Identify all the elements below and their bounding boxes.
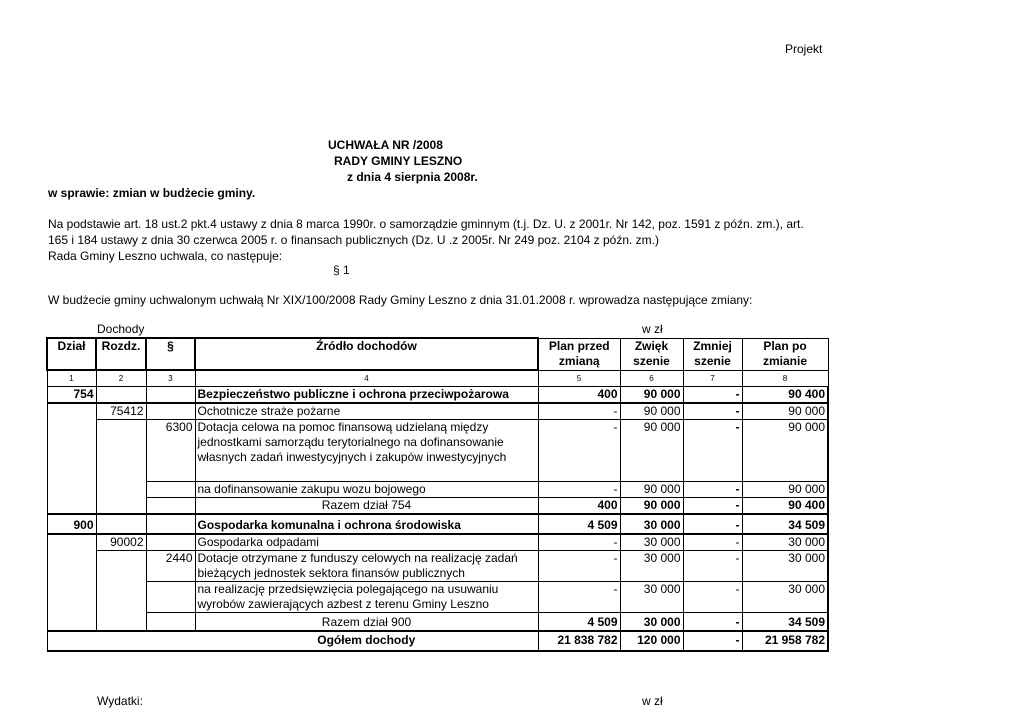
section-name: Gospodarka komunalna i ochrona środowiska — [195, 514, 538, 534]
rozdz-cell: 90002 — [96, 534, 146, 551]
plan-before: 400 — [538, 387, 620, 404]
col-number: 5 — [538, 370, 620, 387]
paragraph-name — [195, 551, 538, 582]
detail-name-line: na realizację przedsięwzięcia polegającego na usuwaniu — [197, 582, 499, 596]
decrease: - — [683, 582, 742, 613]
paragraph-row-2440 — [47, 551, 828, 582]
paragraph-name-line: jednostkami samorządu terytorialnego na dofinansowanie — [197, 435, 504, 449]
intro-text: W budżecie gminy uchwalonym uchwałą Nr XIX/100/2008 Rady Gminy Leszno z dnia 31.01.2008 r. wprowadza następujące zmiany: — [48, 293, 753, 307]
paragraph-row-6300 — [47, 420, 828, 482]
plan-after: 90 000 — [742, 403, 828, 420]
plan-before: 21 838 782 — [538, 631, 620, 651]
income-unit: w zł — [642, 322, 663, 336]
plan-after: 21 958 782 — [742, 631, 828, 651]
plan-after: 30 000 — [742, 551, 828, 582]
decrease: - — [683, 403, 742, 420]
section-name: Bezpieczeństwo publiczne i ochrona przeciwpożarowa — [195, 387, 538, 404]
section-sign: § 1 — [333, 263, 350, 277]
plan-after: 34 509 — [742, 514, 828, 534]
plan-after: 90 400 — [742, 387, 828, 404]
increase: 90 000 — [620, 482, 683, 498]
detail-name — [195, 582, 538, 613]
decrease: - — [683, 482, 742, 498]
council-name: RADY GMINY LESZNO — [334, 154, 463, 168]
plan-after: 90 000 — [742, 482, 828, 498]
plan-after: 30 000 — [742, 582, 828, 613]
decrease: - — [683, 613, 742, 631]
grand-total-label: Ogółem dochody — [195, 631, 538, 651]
section-row-900 — [47, 514, 828, 534]
increase: 90 000 — [620, 498, 683, 515]
col-rozdz: Rozdz. — [96, 338, 146, 370]
plan-before: 400 — [538, 498, 620, 515]
decrease: - — [683, 551, 742, 582]
plan-before: - — [538, 582, 620, 613]
paragraph-name — [195, 420, 538, 482]
plan-before: - — [538, 551, 620, 582]
col-decrease: Zmniej szenie — [683, 338, 742, 370]
table-header-row — [47, 338, 828, 370]
plan-after: 90 400 — [742, 498, 828, 515]
grand-total-row — [47, 631, 828, 651]
income-table — [46, 337, 829, 652]
col-number: 6 — [620, 370, 683, 387]
total-label: Razem dział 900 — [195, 613, 538, 631]
plan-after: 90 000 — [742, 420, 828, 482]
increase: 120 000 — [620, 631, 683, 651]
col-number: 3 — [146, 370, 195, 387]
plan-before: 4 509 — [538, 514, 620, 534]
resolution-number: UCHWAŁA NR /2008 — [328, 138, 443, 152]
paragraph-name-line: bieżących jednostek sektora finansów publicznych — [197, 566, 465, 580]
plan-before: - — [538, 420, 620, 482]
increase: 30 000 — [620, 551, 683, 582]
legal-basis-line-2: 165 i 184 ustawy z dnia 30 czerwca 2005 r. o finansach publicznych (Dz. U .z 2005r. Nr 249 poz. 2104 z późn. zm.) — [48, 233, 659, 247]
paragraph-cell: 2440 — [146, 551, 195, 582]
resolution-subject: w sprawie: zmian w budżecie gminy. — [48, 186, 256, 200]
paragraph-name-line: Dotacja celowa na pomoc finansową udzielaną między — [197, 420, 489, 434]
decrease: - — [683, 387, 742, 404]
increase: 30 000 — [620, 582, 683, 613]
detail-row-6300 — [47, 482, 828, 498]
col-number: 4 — [195, 370, 538, 387]
increase: 30 000 — [620, 613, 683, 631]
rozdzial-name: Gospodarka odpadami — [195, 534, 538, 551]
dzial-cell: 754 — [47, 387, 96, 404]
rozdzial-name: Ochotnicze straże pożarne — [195, 403, 538, 420]
rozdz-cell: 75412 — [96, 403, 146, 420]
decrease: - — [683, 498, 742, 515]
col-plan-before: Plan przed zmianą — [538, 338, 620, 370]
paragraph-name-line: Dotacje otrzymane z funduszy celowych na realizację zadań — [197, 551, 518, 565]
income-label: Dochody — [97, 322, 145, 336]
plan-before: 4 509 — [538, 613, 620, 631]
detail-row-2440 — [47, 582, 828, 613]
col-number: 2 — [96, 370, 146, 387]
rozdzial-row-90002 — [47, 534, 828, 551]
decrease: - — [683, 534, 742, 551]
col-number: 1 — [47, 370, 96, 387]
legal-basis — [48, 216, 828, 264]
col-source: Źródło dochodów — [195, 338, 538, 370]
total-row-900 — [47, 613, 828, 631]
expenses-unit: w zł — [642, 694, 663, 708]
total-label: Razem dział 754 — [195, 498, 538, 515]
dzial-cell: 900 — [47, 514, 96, 534]
legal-basis-line-1: Na podstawie art. 18 ust.2 pkt.4 ustawy z dnia 8 marca 1990r. o samorządzie gminnym (t.j. Dz. U. z 2001r. Nr 142, poz. 1591 z późn. zm.), art. — [48, 217, 804, 231]
col-plan-after: Plan po zmianie — [742, 338, 828, 370]
decrease: - — [683, 420, 742, 482]
section-row-754 — [47, 387, 828, 404]
col-increase: Zwięk szenie — [620, 338, 683, 370]
paragraph-name-line: własnych zadań inwestycyjnych i zakupów inwestycyjnych — [197, 450, 507, 464]
expenses-label: Wydatki: — [97, 694, 143, 708]
col-number: 7 — [683, 370, 742, 387]
increase: 30 000 — [620, 534, 683, 551]
col-dzial: Dział — [47, 338, 96, 370]
increase: 30 000 — [620, 514, 683, 534]
resolution-date: z dnia 4 sierpnia 2008r. — [347, 170, 478, 184]
plan-after: 30 000 — [742, 534, 828, 551]
plan-before: - — [538, 534, 620, 551]
column-number-row — [47, 370, 828, 387]
project-label: Projekt — [785, 42, 823, 56]
detail-name-line: wyrobów zawierających azbest z terenu Gminy Leszno — [197, 597, 489, 611]
plan-after: 34 509 — [742, 613, 828, 631]
decrease: - — [683, 631, 742, 651]
detail-name: na dofinansowanie zakupu wozu bojowego — [195, 482, 538, 498]
rozdzial-row-75412 — [47, 403, 828, 420]
paragraph-cell: 6300 — [146, 420, 195, 482]
col-paragraf: § — [146, 338, 195, 370]
increase: 90 000 — [620, 387, 683, 404]
legal-basis-line-3: Rada Gminy Leszno uchwala, co następuje: — [48, 249, 283, 263]
col-number: 8 — [742, 370, 828, 387]
plan-before: - — [538, 482, 620, 498]
plan-before: - — [538, 403, 620, 420]
increase: 90 000 — [620, 403, 683, 420]
total-row-754 — [47, 498, 828, 515]
increase: 90 000 — [620, 420, 683, 482]
decrease: - — [683, 514, 742, 534]
